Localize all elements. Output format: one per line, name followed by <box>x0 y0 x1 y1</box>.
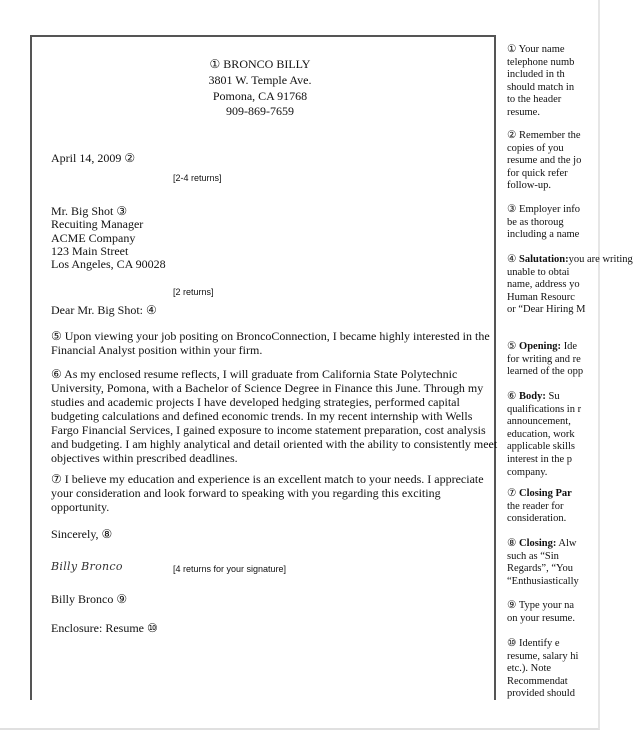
annotation-note-line: Regards”, “You <box>507 563 574 575</box>
annotation-note-line: for writing and re <box>507 353 581 365</box>
letter-date: April 14, 2009 ② <box>51 151 136 165</box>
annotation-note-line: education, work <box>507 428 575 440</box>
annotation-note-line: resume, salary hi <box>507 650 579 662</box>
annotation-note-line: to the header <box>507 94 562 106</box>
annotation-note-line: ⑨ Type your na <box>507 600 575 611</box>
body-paragraph-line: ⑥ As my enclosed resume reflects, I will graduate from California State Polytechnic <box>51 367 458 381</box>
note-heading: Salutation: <box>519 254 569 265</box>
annotation-note-line: telephone numb <box>507 56 575 68</box>
annotation-note-line: “Enthusiastically <box>507 575 579 587</box>
note-text: you are writing <box>568 254 633 265</box>
sender-header-line: Pomona, CA 91768 <box>212 89 308 103</box>
note-number: ⑤ <box>507 341 520 352</box>
signature: Billy Bronco <box>51 560 123 573</box>
note-number: ⑥ <box>507 391 520 402</box>
annotation-note-line: ⑩ Identify e <box>507 638 560 649</box>
returns-note: [2-4 returns] <box>173 173 222 183</box>
annotation-note-line: learned of the opp <box>507 366 584 378</box>
annotation-note-line: be as thoroug <box>507 216 564 228</box>
note-heading: Body: <box>519 391 546 402</box>
returns-note: [2 returns] <box>173 287 214 297</box>
annotation-note-line: unable to obtai <box>507 266 570 278</box>
annotation-note-line: the reader for <box>507 500 564 512</box>
annotation-note-line: etc.). Note <box>507 663 552 675</box>
closing: Sincerely, ⑧ <box>51 527 113 541</box>
opening-paragraph-line: Financial Analyst position within your firm. <box>51 343 263 357</box>
annotation-note-line: announcement, <box>507 416 571 428</box>
annotation-note-line: applicable skills <box>507 441 575 453</box>
recipient-line: Mr. Big Shot ③ <box>51 204 128 218</box>
annotation-note-line: resume and the jo <box>507 155 582 167</box>
body-paragraph-line: Fargo Financial Services, I gained exposure to income statement preparation, cost analysis <box>51 423 486 437</box>
salutation: Dear Mr. Big Shot: ④ <box>51 303 157 317</box>
closing-paragraph-line: your consideration and look forward to speaking with you regarding this exciting <box>51 486 441 500</box>
annotation-note-line: including a name <box>507 229 580 241</box>
body-paragraph-line: and budgeting. I am highly analytical and detail oriented with the ability to consistently meet <box>51 437 498 451</box>
annotation-note-line: should match in <box>507 81 575 93</box>
annotation-note-line: ① Your name <box>507 44 565 55</box>
sender-header-line: 3801 W. Temple Ave. <box>208 73 312 87</box>
annotation-column <box>498 37 633 702</box>
returns-note: [4 returns for your signature] <box>173 564 287 574</box>
note-number: ④ <box>507 254 520 265</box>
annotation-note-line: included in th <box>507 69 565 81</box>
sender-header-line: 909-869-7659 <box>226 104 294 118</box>
annotation-note-line <box>507 341 577 353</box>
note-number: ⑦ <box>507 488 520 499</box>
sender-header-line: ① BRONCO BILLY <box>209 57 311 71</box>
body-paragraph-line: budgeting calculations and defined economic trends. In my recent internship with Wells <box>51 409 473 423</box>
opening-paragraph-line: ⑤ Upon viewing your job positing on BroncoConnection, I became highly interested in the <box>51 329 490 343</box>
note-heading: Closing Par <box>519 488 572 499</box>
annotation-note-line <box>507 254 633 266</box>
annotation-note-line: for quick refer <box>507 167 568 179</box>
recipient-line: 123 Main Street <box>51 244 129 258</box>
note-heading: Opening: <box>519 341 562 352</box>
annotation-note-line: resume. <box>507 107 540 118</box>
body-paragraph-line: studies and academic projects I have developed hedging strategies, performed capital <box>51 395 460 409</box>
closing-paragraph-line: ⑦ I believe my education and experience is an excellent match to your needs. I appreciate <box>51 472 484 486</box>
annotation-note-line: provided should <box>507 688 575 700</box>
annotation-note-line: such as “Sin <box>507 550 559 562</box>
annotation-note-line: consideration. <box>507 513 567 525</box>
recipient-line: Los Angeles, CA 90028 <box>51 257 166 271</box>
note-number: ⑧ <box>507 538 520 549</box>
closing-paragraph-line: opportunity. <box>51 500 110 514</box>
annotation-note-line <box>507 538 577 550</box>
recipient-line: ACME Company <box>51 231 136 245</box>
enclosure: Enclosure: Resume ⑩ <box>51 621 158 635</box>
annotation-note-line: on your resume. <box>507 612 575 624</box>
annotation-note-line: name, address yo <box>507 279 580 291</box>
note-text: Ide <box>561 341 578 352</box>
annotation-note-line <box>507 488 572 500</box>
annotation-note-line: qualifications in r <box>507 403 582 415</box>
body-paragraph-line: objectives within prescribed deadlines. <box>51 451 238 465</box>
annotation-note-line: Human Resourc <box>507 291 575 303</box>
annotation-note-line <box>507 391 560 403</box>
typed-name: Billy Bronco ⑨ <box>51 592 128 606</box>
annotation-note-line: ③ Employer info <box>507 204 580 215</box>
annotation-note-line: or “Dear Hiring M <box>507 304 586 316</box>
annotation-note-line: copies of you <box>507 142 564 154</box>
annotation-note-line: Recommendat <box>507 675 568 687</box>
recipient-line: Recuiting Manager <box>51 217 144 231</box>
annotation-note-line: interest in the p <box>507 454 573 465</box>
annotation-note-line: follow-up. <box>507 180 552 192</box>
body-paragraph-line: University, Pomona, with a Bachelor of Science Degree in Finance this June. Through my <box>51 381 484 395</box>
note-heading: Closing: <box>519 538 557 549</box>
note-text: Alw <box>556 538 577 549</box>
annotation-note-line: company. <box>507 466 548 478</box>
annotation-note-line: ② Remember the <box>507 130 581 141</box>
note-text: Su <box>545 391 560 402</box>
